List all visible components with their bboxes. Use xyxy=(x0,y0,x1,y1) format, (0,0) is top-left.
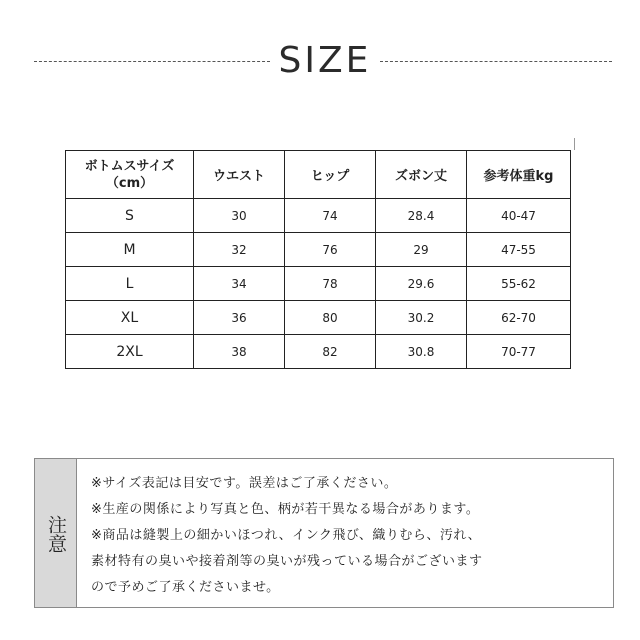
notes-label-panel xyxy=(35,459,77,607)
hip-cell: 82 xyxy=(285,335,376,369)
table-row xyxy=(66,233,571,267)
header-bottoms-size-label: ボトムスサイズ xyxy=(84,158,175,174)
table-header-row xyxy=(66,151,571,199)
note-line: ※生産の関係により写真と色、柄が若干異なる場合があります。 xyxy=(91,502,480,517)
table-row xyxy=(66,267,571,301)
waist-cell: 36 xyxy=(194,301,285,335)
length-cell: 28.4 xyxy=(376,199,467,233)
length-cell: 30.8 xyxy=(376,335,467,369)
note-line: ※商品は縫製上の細かいほつれ、インク飛び、織りむら、汚れ、 xyxy=(91,528,482,543)
note-line: ので予めご了承くださいませ。 xyxy=(91,580,280,595)
size-header xyxy=(0,38,640,86)
table-row xyxy=(66,301,571,335)
hip-cell: 74 xyxy=(285,199,376,233)
size-cell: M xyxy=(66,233,194,267)
weight-cell: 62-70 xyxy=(467,301,571,335)
waist-cell: 30 xyxy=(194,199,285,233)
waist-cell: 32 xyxy=(194,233,285,267)
length-cell: 30.2 xyxy=(376,301,467,335)
notes-text xyxy=(91,471,607,601)
header-left-divider xyxy=(34,61,270,62)
header-bottoms-size xyxy=(66,151,194,199)
hip-cell: 76 xyxy=(285,233,376,267)
header-right-divider xyxy=(380,61,612,62)
length-cell: 29.6 xyxy=(376,267,467,301)
header-unit-label: （cm） xyxy=(105,175,154,191)
size-cell: XL xyxy=(66,301,194,335)
hip-cell: 78 xyxy=(285,267,376,301)
length-cell: 29 xyxy=(376,233,467,267)
notes-box xyxy=(34,458,614,608)
page-title: SIZE xyxy=(278,40,372,81)
weight-cell: 40-47 xyxy=(467,199,571,233)
size-cell: S xyxy=(66,199,194,233)
table-row xyxy=(66,199,571,233)
size-cell: L xyxy=(66,267,194,301)
note-line: 素材特有の臭いや接着剤等の臭いが残っている場合がございます xyxy=(91,554,483,569)
header-weight: 参考体重kg xyxy=(467,151,571,199)
hip-cell: 80 xyxy=(285,301,376,335)
header-length: ズボン丈 xyxy=(376,151,467,199)
weight-cell: 47-55 xyxy=(467,233,571,267)
weight-cell: 70-77 xyxy=(467,335,571,369)
size-table xyxy=(65,150,571,369)
waist-cell: 38 xyxy=(194,335,285,369)
header-waist: ウエスト xyxy=(194,151,285,199)
size-cell: 2XL xyxy=(66,335,194,369)
waist-cell: 34 xyxy=(194,267,285,301)
table-row xyxy=(66,335,571,369)
note-line: ※サイズ表記は目安です。誤差はご了承ください。 xyxy=(91,476,398,491)
header-hip: ヒップ xyxy=(285,151,376,199)
notes-label: 注意 xyxy=(45,515,67,553)
table-corner-mark xyxy=(574,138,575,150)
weight-cell: 55-62 xyxy=(467,267,571,301)
